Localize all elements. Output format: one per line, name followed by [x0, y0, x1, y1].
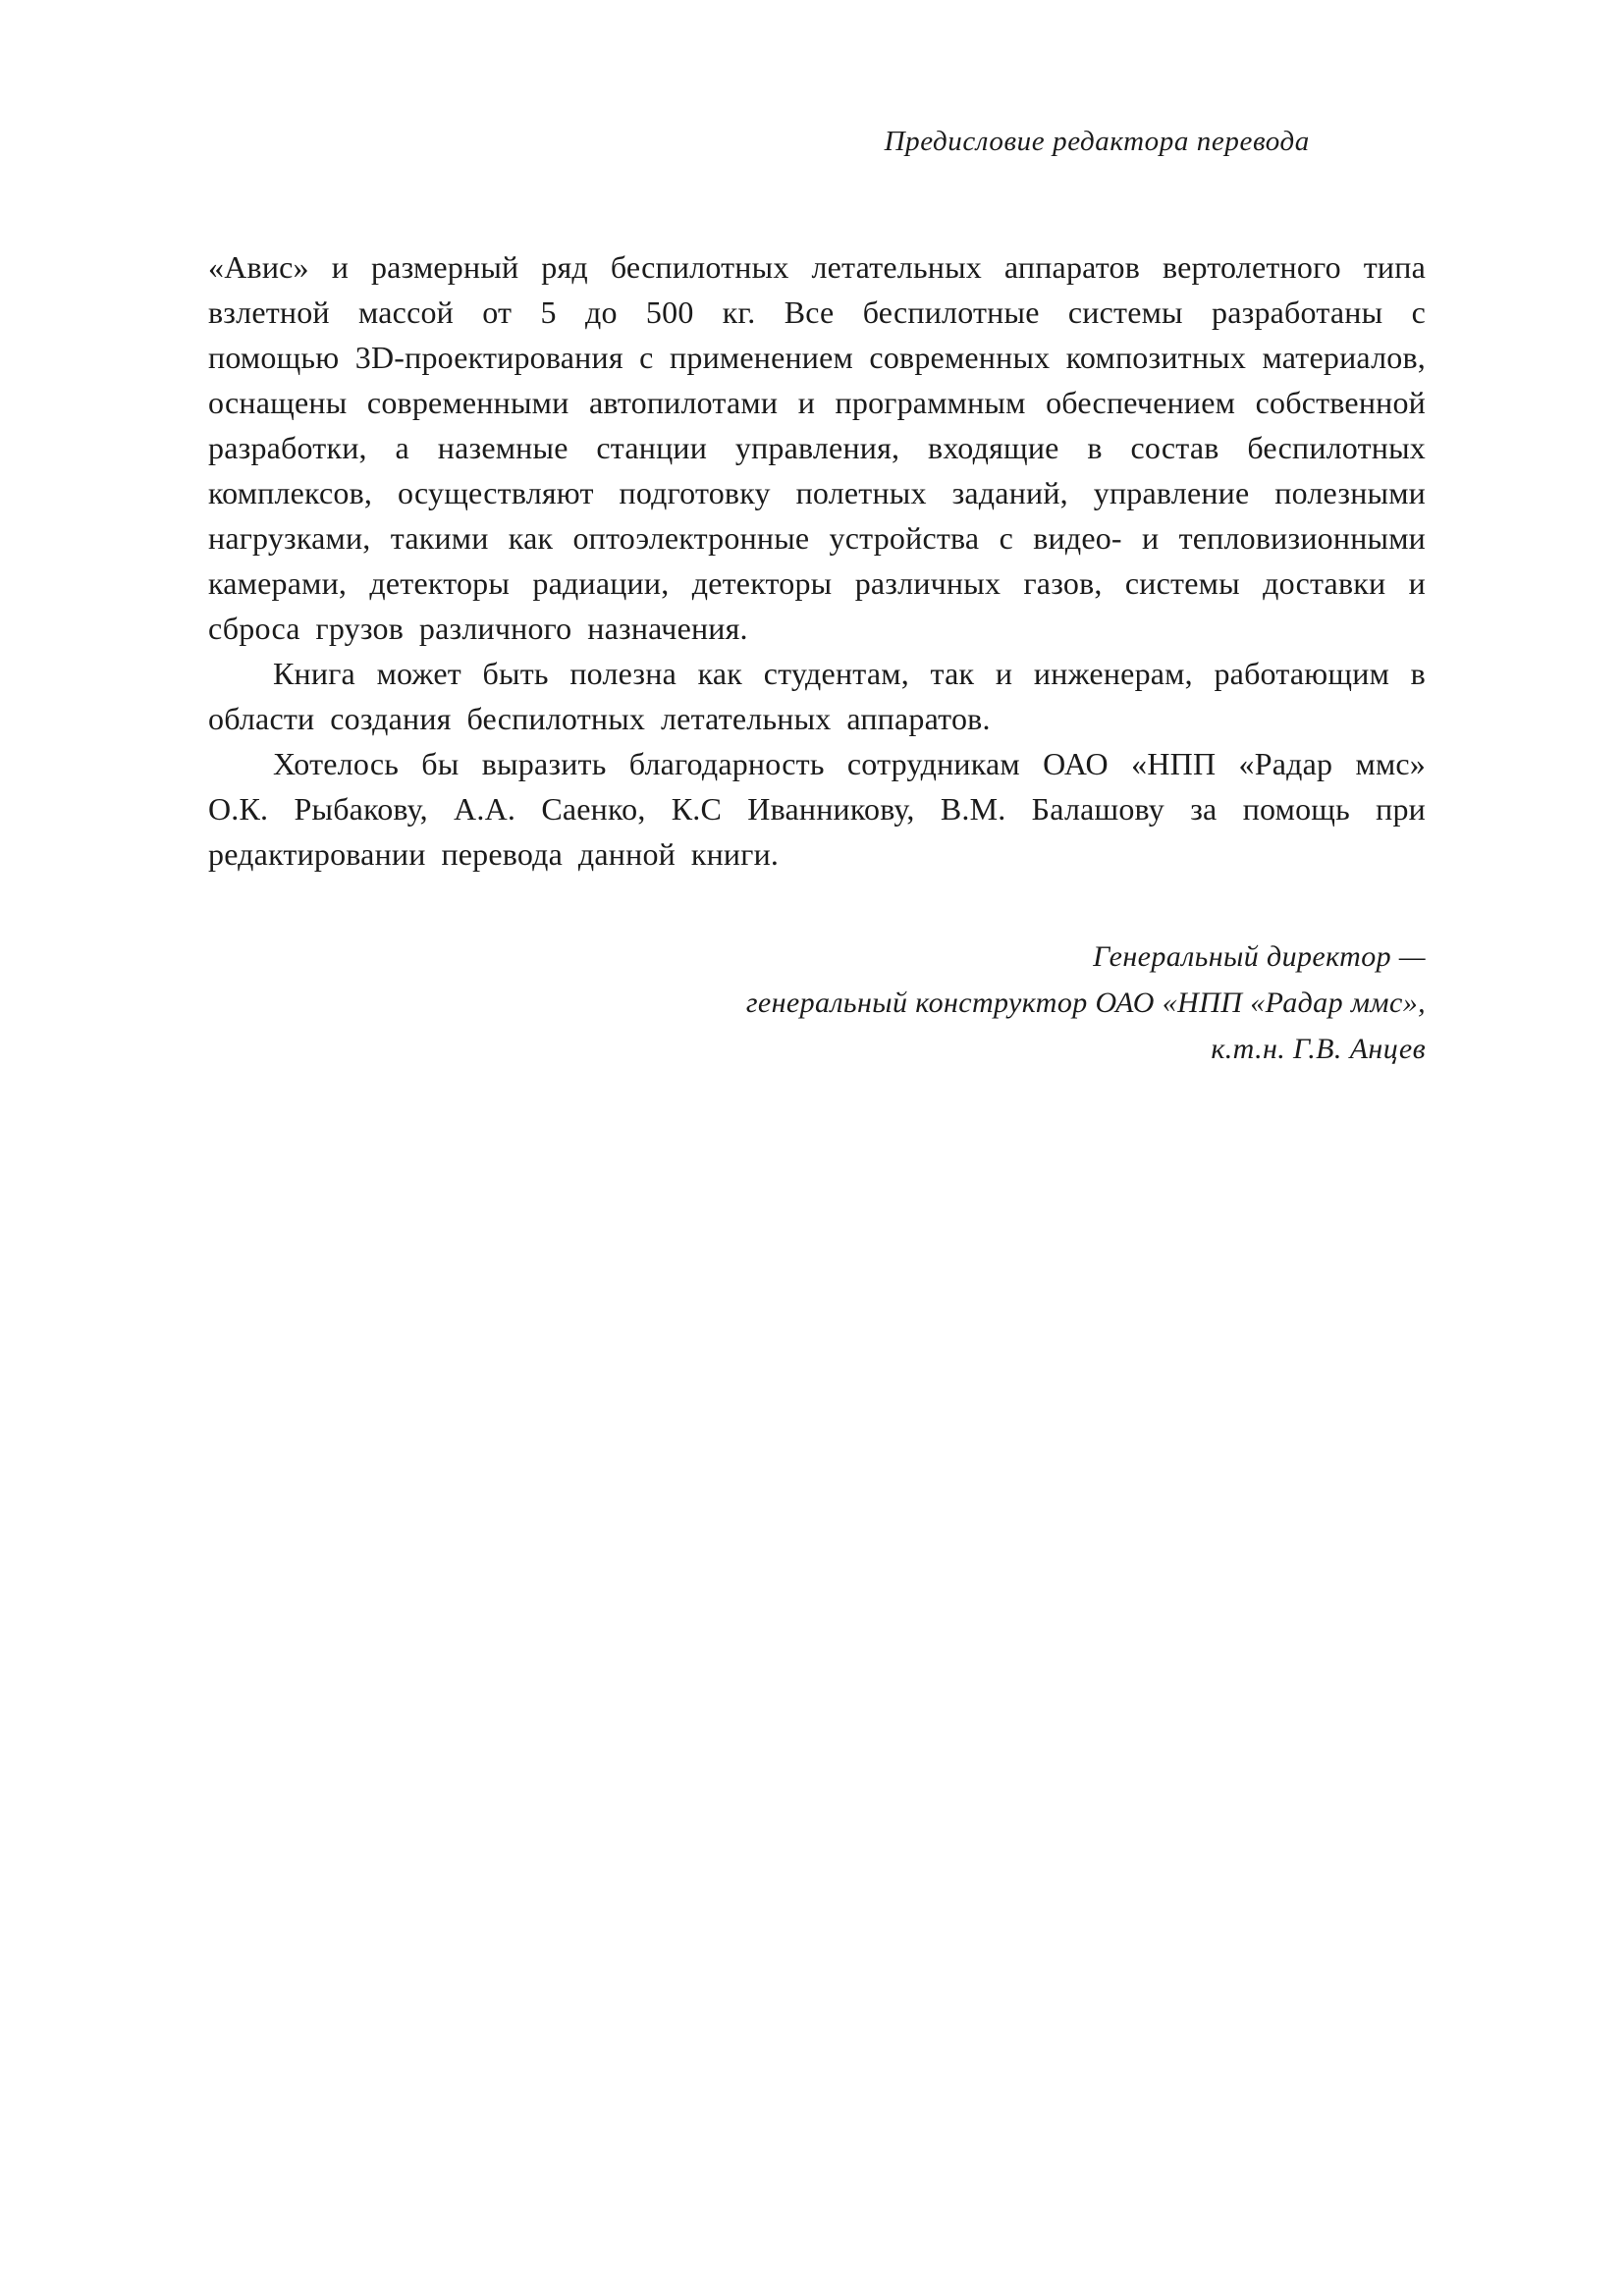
paragraph: «Авис» и размерный ряд беспилотных летательных аппаратов вертолетного типа взлетной массой от 5 до 500 кг. Все беспилотные системы разработаны с помощью 3D-проектирования с применением современных композитных материалов, оснащены современными автопилотами и программным обеспечением собственной разработки, а наземные станции управления, входящие в состав беспилотных комплексов, осуществляют подготовку полетных заданий, управление полезными нагрузками, такими как оптоэлектронные устройства с видео- и тепловизионными камерами, детекторы радиации, детекторы различных газов, системы доставки и сброса грузов различного назначения. [208, 249, 1426, 646]
paragraph: Хотелось бы выразить благодарность сотрудникам ОАО «НПП «Радар ммс» О.К. Рыбакову, А.А. Саенко, К.С Иванникову, В.М. Балашову за помощь при редактировании перевода данной книги. [208, 746, 1426, 872]
signature-line: генеральный конструктор ОАО «НПП «Радар ммс», [745, 987, 1426, 1019]
paragraph: Книга может быть полезна как студентам, так и инженерам, работающим в области создания беспилотных летательных аппаратов. [208, 656, 1426, 736]
running-head [208, 126, 1426, 158]
signature-line: Генеральный директор — [1093, 940, 1426, 973]
running-head-title: Предисловие редактора перевода [884, 126, 1310, 157]
signature-line: к.т.н. Г.В. Анцев [1211, 1033, 1426, 1065]
text-column [208, 126, 1426, 1072]
signature-block [208, 934, 1426, 1072]
body-text [208, 244, 1426, 877]
